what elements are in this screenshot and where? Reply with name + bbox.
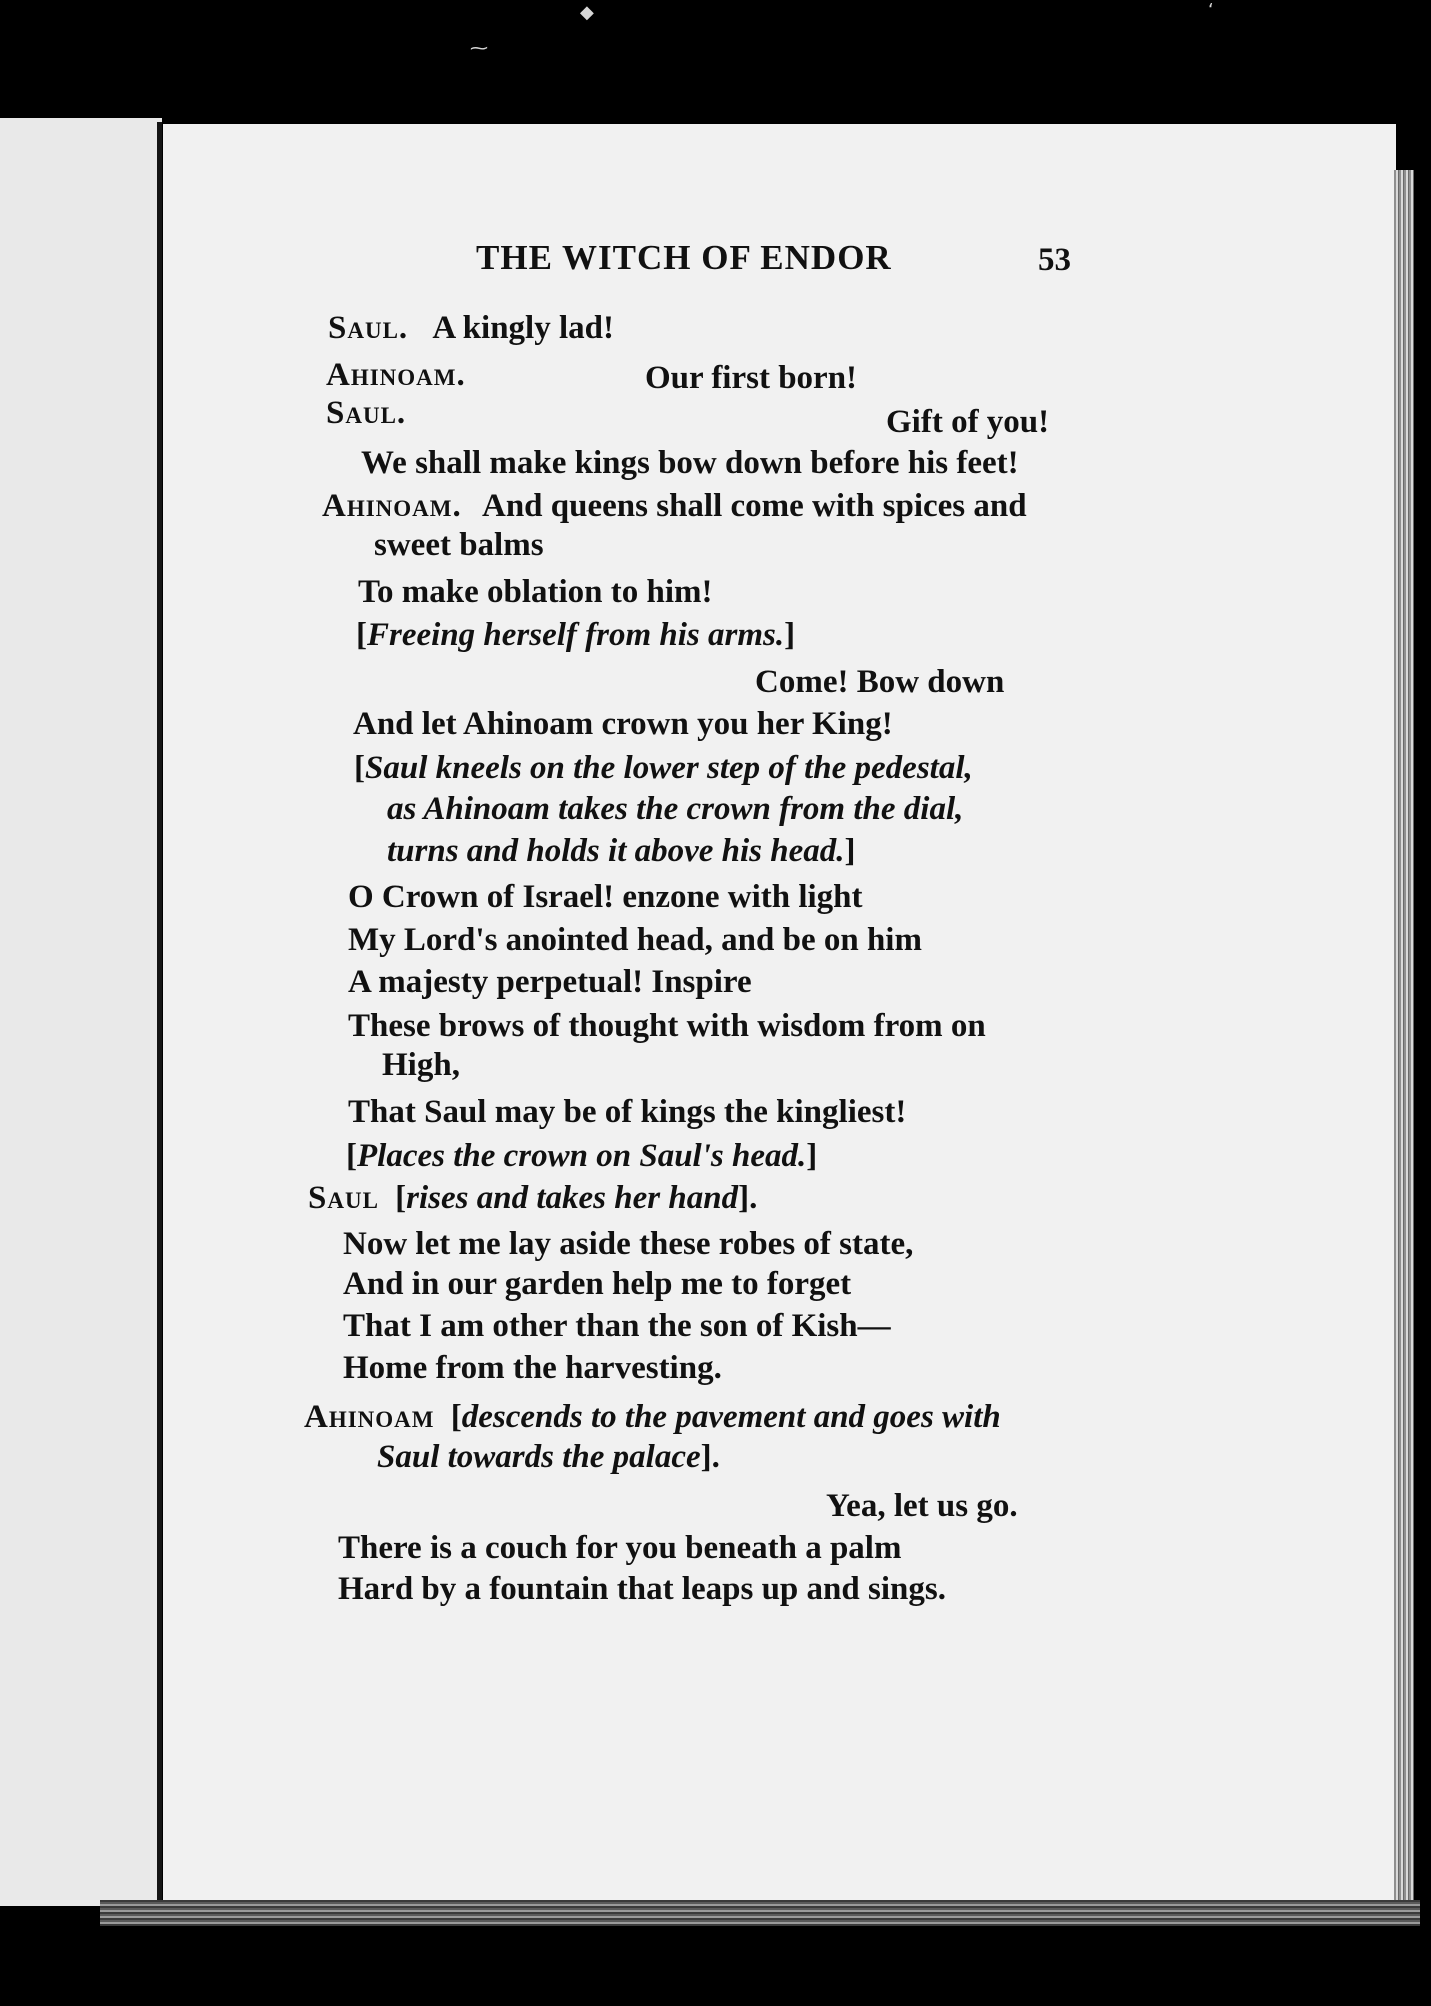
bracket-close: ] [784, 617, 796, 653]
bracket-close: ] [844, 833, 856, 869]
direction-text: turns and holds it above his head. [387, 833, 845, 869]
line-text: High, [382, 1047, 460, 1083]
bracket-close: ] [806, 1138, 818, 1174]
bracket-open: [ [354, 750, 365, 786]
direction-text: Places the crown on Saul's head. [357, 1138, 807, 1174]
direction-text: as Ahinoam takes the crown from the dial, [387, 791, 964, 827]
book-spine-edge [157, 122, 162, 1907]
direction-text: descends to the pavement and goes with [461, 1399, 1001, 1435]
line-text: A kingly lad! [432, 310, 614, 346]
verse-line [326, 393, 406, 433]
stage-direction [377, 1437, 720, 1477]
speaker-name: Ahinoam. [322, 488, 462, 524]
speaker-name: Saul. [328, 310, 409, 346]
line-text: To make oblation to him! [358, 574, 713, 610]
verse-line [328, 308, 614, 348]
line-text: That I am other than the son of Kish— [343, 1308, 891, 1344]
line-text: Our first born! [645, 360, 858, 396]
speaker-name: Saul [308, 1180, 379, 1216]
line-text: Home from the harvesting. [343, 1350, 722, 1386]
direction-text: Saul kneels on the lower step of the pedestal, [365, 750, 973, 786]
line-text: We shall make kings bow down before his feet! [361, 445, 1019, 481]
verse-line [322, 486, 1027, 526]
line-text: And queens shall come with spices and [482, 488, 1027, 524]
page-number: 53 [1038, 242, 1071, 278]
bracket-open: [ [346, 1138, 357, 1174]
facing-page [0, 118, 162, 1906]
line-text: Come! Bow down [755, 664, 1005, 700]
speaker-name: Ahinoam [304, 1399, 435, 1435]
stage-direction [356, 615, 795, 655]
direction-text: rises and takes her hand [406, 1180, 739, 1216]
line-text: Hard by a fountain that leaps up and sings. [338, 1571, 946, 1607]
line-text: These brows of thought with wisdom from on [348, 1008, 986, 1044]
line-text: Now let me lay aside these robes of state, [343, 1226, 914, 1262]
scan-speck: ‘ [1208, 0, 1214, 21]
direction-text: Saul towards the palace [377, 1439, 701, 1475]
stage-direction [346, 1136, 817, 1176]
page-fore-edge [1394, 170, 1414, 1905]
line-text: And in our garden help me to forget [343, 1266, 852, 1302]
line-text: My Lord's anointed head, and be on him [348, 922, 922, 958]
page-bottom-edge [100, 1900, 1420, 1926]
line-text: And let Ahinoam crown you her King! [353, 706, 893, 742]
line-text: There is a couch for you beneath a palm [338, 1530, 902, 1566]
bracket-close: ]. [738, 1180, 758, 1216]
verse-line [304, 1397, 1001, 1437]
line-text: Gift of you! [886, 404, 1050, 440]
line-text: O Crown of Israel! enzone with light [348, 879, 863, 915]
scan-speck: ⁓ [470, 38, 488, 59]
line-text: sweet balms [374, 527, 544, 563]
line-text: A majesty perpetual! Inspire [348, 964, 752, 1000]
stage-direction [387, 831, 856, 871]
bracket-close: ]. [700, 1439, 720, 1475]
running-header: THE WITCH OF ENDOR [476, 238, 892, 277]
direction-text: Freeing herself from his arms. [367, 617, 785, 653]
line-text: Yea, let us go. [826, 1488, 1018, 1524]
scan-speck: ◆ [580, 2, 594, 23]
bracket-open: [ [356, 617, 367, 653]
bracket-open: [ [395, 1180, 407, 1216]
verse-line [308, 1178, 757, 1218]
speaker-name: Saul. [326, 395, 407, 431]
bracket-open: [ [450, 1399, 462, 1435]
verse-line [326, 355, 466, 395]
speaker-name: Ahinoam. [326, 357, 466, 393]
line-text: That Saul may be of kings the kingliest! [348, 1094, 907, 1130]
stage-direction [354, 748, 973, 788]
